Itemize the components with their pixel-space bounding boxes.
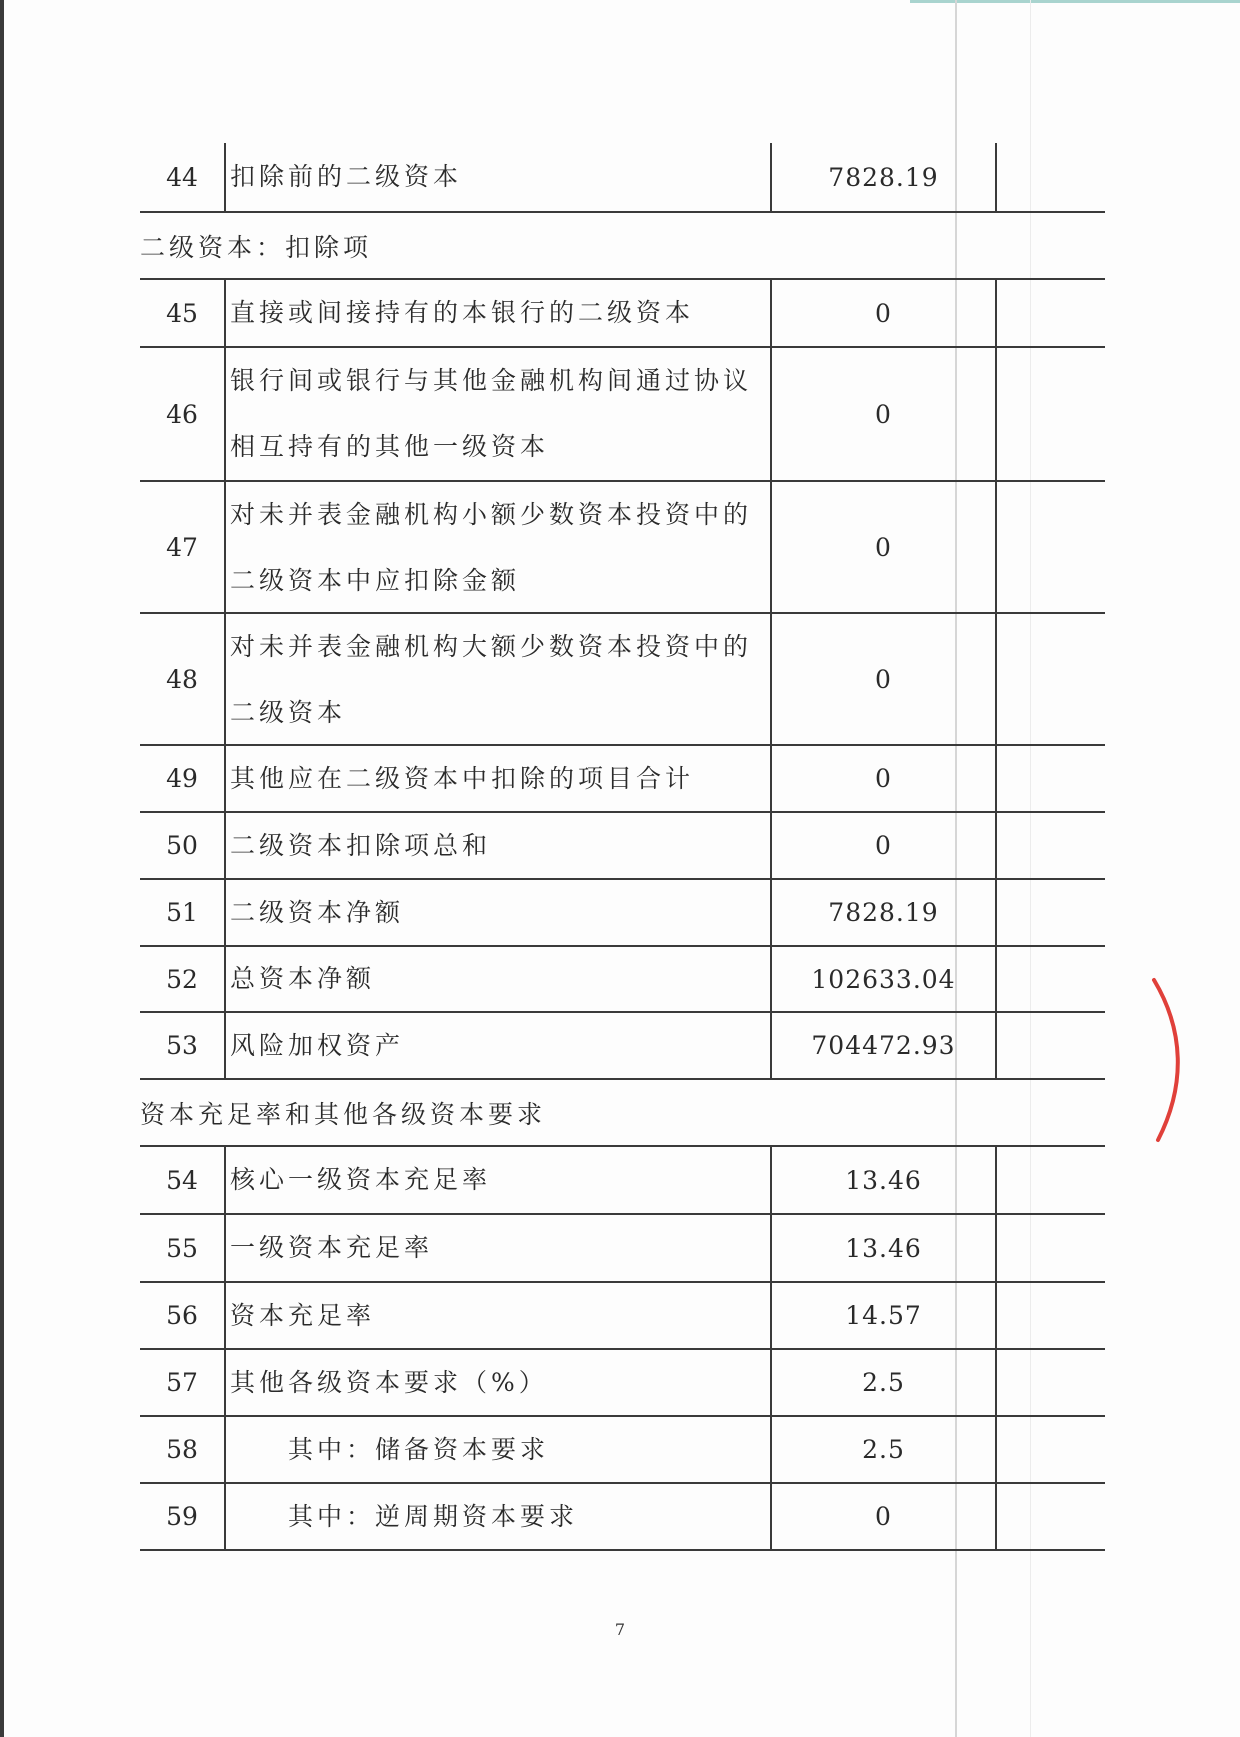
section-heading: 资本充足率和其他各级资本要求 — [140, 1080, 1105, 1147]
row-item — [226, 348, 772, 480]
row-item: 二级资本净额 — [226, 880, 772, 945]
table-row — [140, 1215, 1105, 1283]
row-number: 57 — [140, 1350, 226, 1415]
row-extra — [997, 1283, 1105, 1348]
table-row — [140, 614, 1105, 746]
row-number: 44 — [140, 143, 226, 211]
row-extra — [997, 1484, 1105, 1549]
row-number: 58 — [140, 1417, 226, 1482]
row-extra — [997, 280, 1105, 346]
row-number: 55 — [140, 1215, 226, 1281]
row-item: 扣除前的二级资本 — [226, 143, 772, 211]
row-extra — [997, 1350, 1105, 1415]
row-value: 2.5 — [772, 1417, 997, 1482]
row-value: 704472.93 — [772, 1013, 997, 1078]
row-item: 核心一级资本充足率 — [226, 1147, 772, 1213]
row-value: 102633.04 — [772, 947, 997, 1011]
row-value: 0 — [772, 1484, 997, 1549]
row-item: 其中：储备资本要求 — [226, 1417, 772, 1482]
table-row — [140, 348, 1105, 482]
row-number: 51 — [140, 880, 226, 945]
table-row — [140, 1013, 1105, 1080]
page-number: 7 — [614, 1620, 626, 1639]
row-item: 其他各级资本要求（%） — [226, 1350, 772, 1415]
row-item: 二级资本扣除项总和 — [226, 813, 772, 878]
row-extra — [997, 614, 1105, 744]
row-item-line: 二级资本 — [230, 698, 347, 727]
row-item — [226, 614, 772, 744]
row-value: 0 — [772, 482, 997, 612]
row-number: 50 — [140, 813, 226, 878]
row-value: 0 — [772, 614, 997, 744]
row-value: 13.46 — [772, 1147, 997, 1213]
row-item: 其中：逆周期资本要求 — [226, 1484, 772, 1549]
table-row — [140, 1147, 1105, 1215]
row-item-line: 二级资本中应扣除金额 — [230, 566, 521, 595]
row-extra — [997, 348, 1105, 480]
row-value: 0 — [772, 813, 997, 878]
row-value: 14.57 — [772, 1283, 997, 1348]
table-row — [140, 813, 1105, 880]
row-value: 0 — [772, 280, 997, 346]
row-extra — [997, 1147, 1105, 1213]
row-value: 0 — [772, 746, 997, 811]
row-item: 资本充足率 — [226, 1283, 772, 1348]
row-value: 2.5 — [772, 1350, 997, 1415]
row-value: 0 — [772, 348, 997, 480]
row-extra — [997, 880, 1105, 945]
capital-table — [140, 143, 1105, 1551]
row-extra — [997, 482, 1105, 612]
scan-edge — [0, 0, 4, 1737]
table-row — [140, 947, 1105, 1013]
row-value: 7828.19 — [772, 880, 997, 945]
table-row — [140, 880, 1105, 947]
table-row — [140, 1283, 1105, 1350]
row-extra — [997, 746, 1105, 811]
row-value: 7828.19 — [772, 143, 997, 211]
table-row — [140, 1484, 1105, 1551]
row-number: 53 — [140, 1013, 226, 1078]
row-item: 其他应在二级资本中扣除的项目合计 — [226, 746, 772, 811]
row-item-line: 对未并表金融机构大额少数资本投资中的 — [230, 632, 753, 661]
row-number: 46 — [140, 348, 226, 480]
row-value: 13.46 — [772, 1215, 997, 1281]
row-item — [226, 482, 772, 612]
row-item: 风险加权资产 — [226, 1013, 772, 1078]
row-item-line: 对未并表金融机构小额少数资本投资中的 — [230, 500, 753, 529]
table-row — [140, 143, 1105, 213]
row-extra — [997, 143, 1105, 211]
row-item: 直接或间接持有的本银行的二级资本 — [226, 280, 772, 346]
row-extra — [997, 947, 1105, 1011]
row-number: 54 — [140, 1147, 226, 1213]
row-number: 52 — [140, 947, 226, 1011]
table-row — [140, 1350, 1105, 1417]
table-row — [140, 482, 1105, 614]
row-number: 45 — [140, 280, 226, 346]
table-row — [140, 280, 1105, 348]
row-number: 48 — [140, 614, 226, 744]
row-extra — [997, 1417, 1105, 1482]
row-item: 一级资本充足率 — [226, 1215, 772, 1281]
row-item-line: 银行间或银行与其他金融机构间通过协议 — [230, 366, 753, 395]
stamp-arc — [1150, 975, 1190, 1145]
table-row — [140, 1417, 1105, 1484]
row-extra — [997, 1013, 1105, 1078]
row-extra — [997, 1215, 1105, 1281]
table-row — [140, 746, 1105, 813]
row-number: 56 — [140, 1283, 226, 1348]
row-item: 总资本净额 — [226, 947, 772, 1011]
section-heading: 二级资本：扣除项 — [140, 213, 1105, 280]
row-number: 59 — [140, 1484, 226, 1549]
row-extra — [997, 813, 1105, 878]
scan-edge-tint — [910, 0, 1240, 3]
row-number: 47 — [140, 482, 226, 612]
row-number: 49 — [140, 746, 226, 811]
row-item-line: 相互持有的其他一级资本 — [230, 432, 550, 461]
